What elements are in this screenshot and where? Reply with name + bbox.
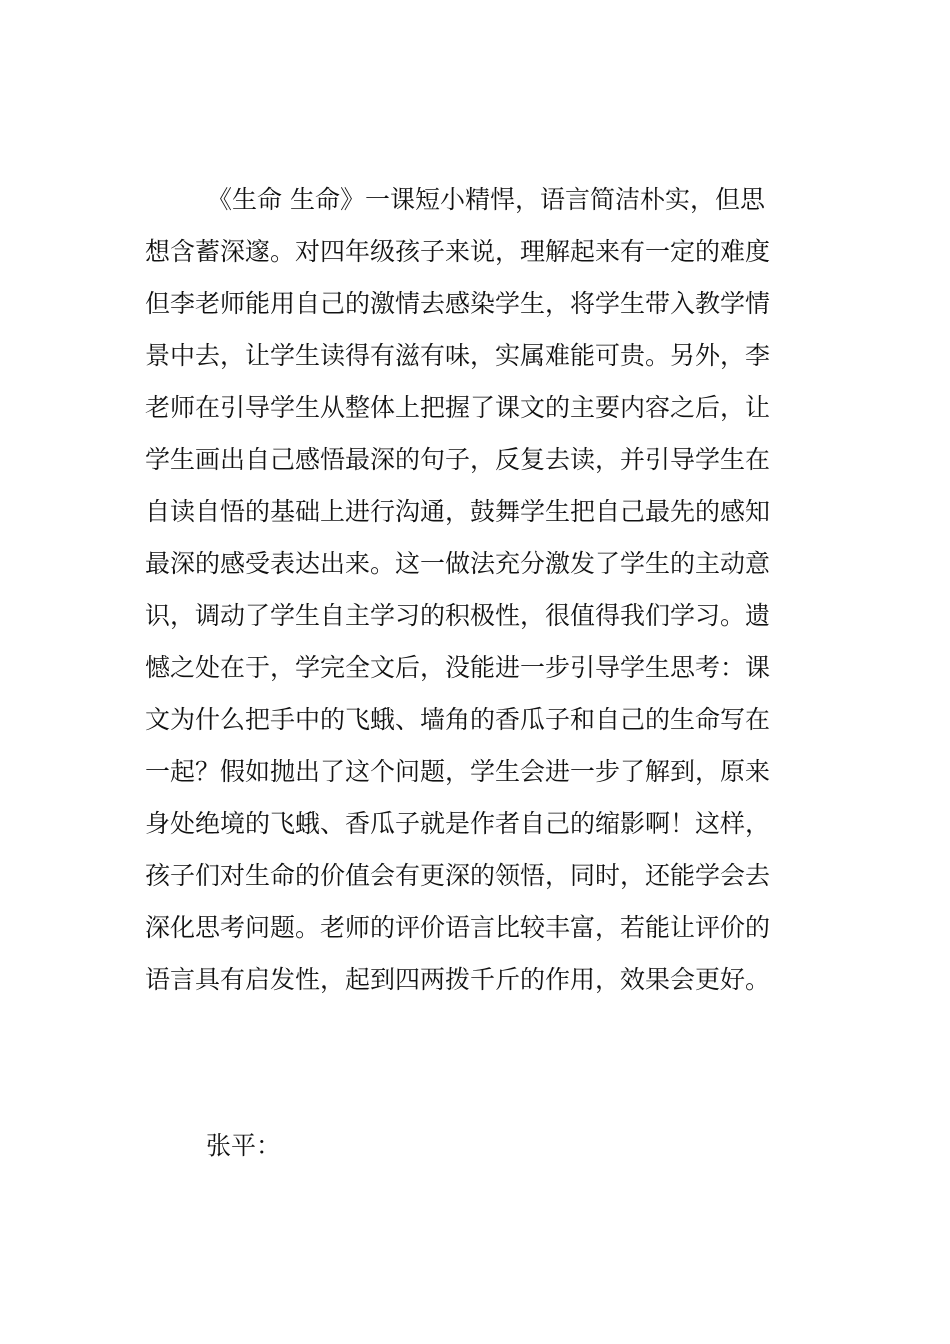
paragraph-line: 一起？假如抛出了这个问题，学生会进一步了解到，原来 bbox=[145, 757, 771, 786]
review-paragraph bbox=[145, 174, 810, 1006]
paragraph-line: 文为什么把手中的飞蛾、墙角的香瓜子和自己的生命写在 bbox=[145, 705, 771, 734]
paragraph-line: 语言具有启发性，起到四两拨千斤的作用，效果会更好。 bbox=[145, 965, 771, 994]
paragraph-line: 最深的感受表达出来。这一做法充分激发了学生的主动意 bbox=[145, 549, 771, 578]
paragraph-line: 自读自悟的基础上进行沟通，鼓舞学生把自己最先的感知 bbox=[145, 497, 771, 526]
paragraph-line: 深化思考问题。老师的评价语言比较丰富，若能让评价的 bbox=[145, 913, 771, 942]
paragraph-line: 学生画出自己感悟最深的句子，反复去读，并引导学生在 bbox=[145, 445, 771, 474]
paragraph-line: 想含蓄深邃。对四年级孩子来说，理解起来有一定的难度 bbox=[145, 237, 771, 266]
paragraph-line: 老师在引导学生从整体上把握了课文的主要内容之后，让 bbox=[145, 393, 771, 422]
paragraph-line: 身处绝境的飞蛾、香瓜子就是作者自己的缩影啊！这样， bbox=[145, 809, 771, 838]
paragraph-line: 识，调动了学生自主学习的积极性，很值得我们学习。遗 bbox=[145, 601, 771, 630]
paragraph-line: 但李老师能用自己的激情去感染学生，将学生带入教学情 bbox=[145, 289, 771, 318]
paragraph-line: 憾之处在于，学完全文后，没能进一步引导学生思考：课 bbox=[145, 653, 771, 682]
paragraph-line: 景中去，让学生读得有滋有味，实属难能可贵。另外，李 bbox=[145, 341, 771, 370]
paragraph-line: 《生命 生命》一课短小精悍，语言简洁朴实，但思 bbox=[207, 185, 765, 214]
paragraph-line: 孩子们对生命的价值会有更深的领悟，同时，还能学会去 bbox=[145, 861, 771, 890]
author-signature: 张平： bbox=[206, 1131, 282, 1160]
